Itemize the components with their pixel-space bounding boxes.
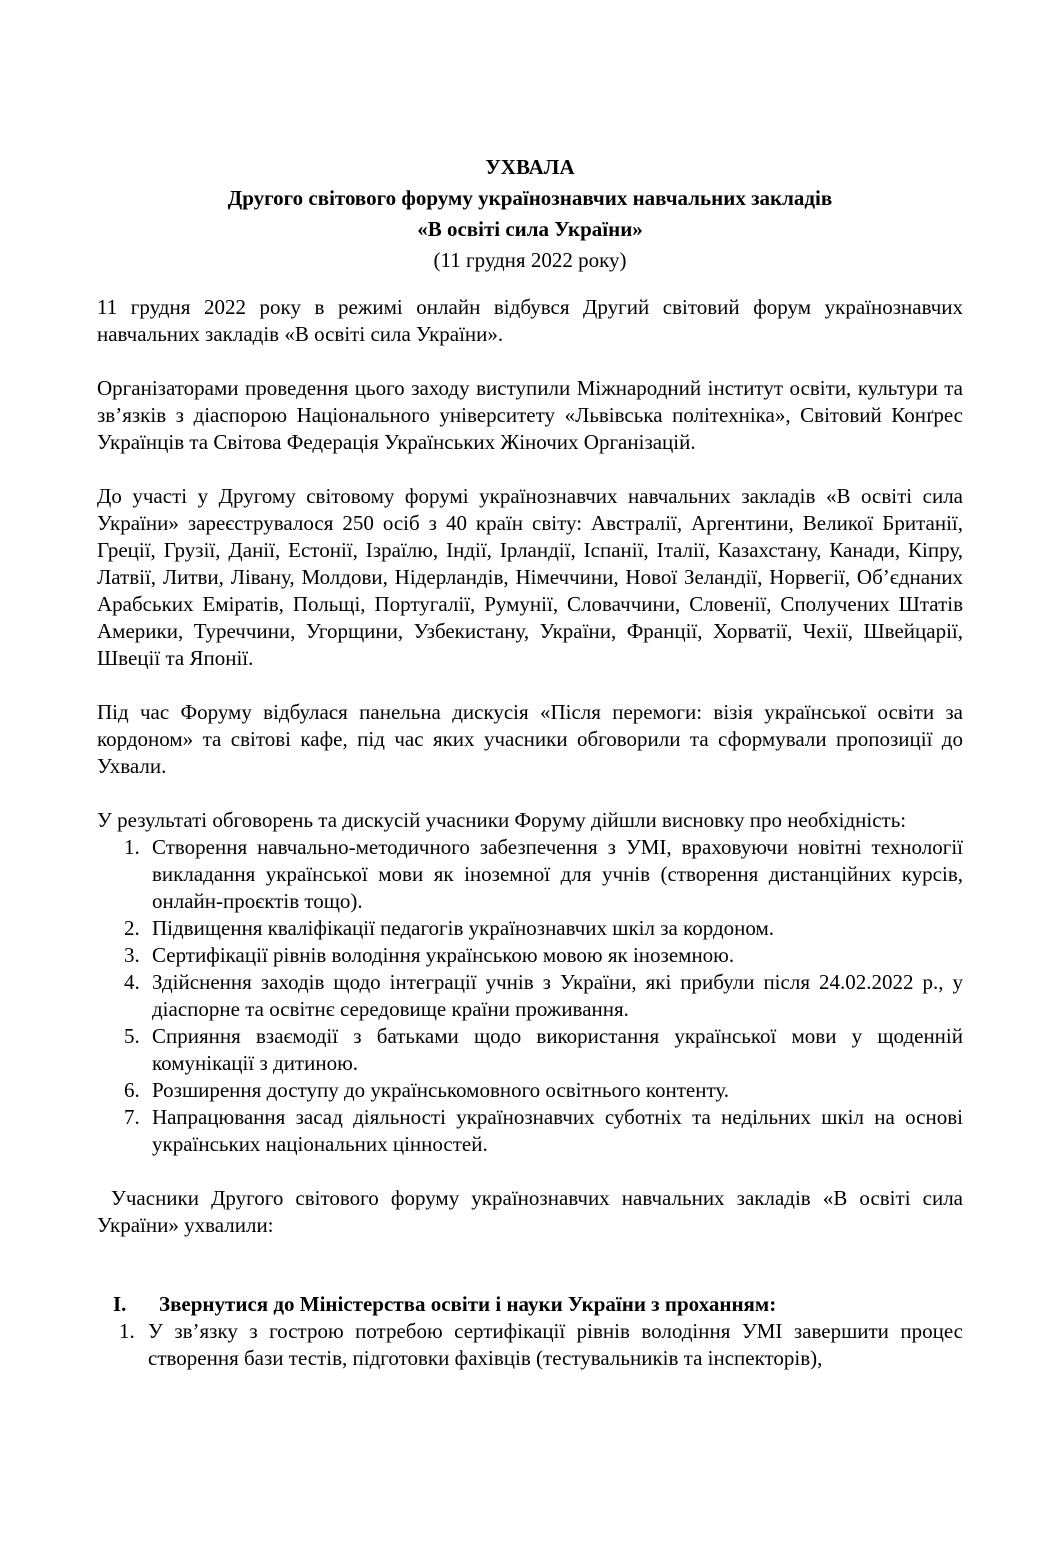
list-item-number: 1.: [119, 1319, 135, 1343]
list-item: [97, 969, 963, 1023]
list-item-text: Напрацювання засад діяльності українознавчих суботніх та недільних шкіл на основі українських національних цінностей.: [152, 1105, 963, 1156]
document-date: (11 грудня 2022 року): [433, 248, 627, 272]
list-item: [97, 942, 963, 969]
list-item-number: 6.: [124, 1078, 140, 1102]
list-item: [97, 1318, 963, 1372]
document-subtitle-line1: Другого світового форуму українознавчих навчальних закладів: [227, 186, 833, 210]
list-item-text: Сертифікації рівнів володіння українською мовою як іноземною.: [152, 943, 735, 967]
list-item-number: 5.: [124, 1024, 140, 1048]
list-item-text: У зв’язку з гострою потребою сертифікації рівнів володіння УМІ завершити процес створення бази тестів, підготовки фахівців (тестувальників та інспекторів),: [148, 1319, 963, 1370]
list-item-number: 2.: [124, 916, 140, 940]
list-item-text: Створення навчально-методичного забезпечення з УМІ, враховуючи новітні технології викладання української мови як іноземної для учнів (створення дистанційних курсів, онлайн-проєктів тощо).: [152, 835, 963, 913]
section-items-list: [97, 1318, 963, 1372]
list-item-text: Сприяння взаємодії з батьками щодо використання української мови у щоденній комунікації з дитиною.: [152, 1024, 963, 1075]
list-item-number: 7.: [124, 1105, 140, 1129]
list-item: [97, 915, 963, 942]
section-heading-text: Звернутися до Міністерства освіти і науки України з проханням:: [159, 1292, 777, 1316]
conclusions-list: [97, 834, 963, 1158]
paragraph-participants: До участі у Другому світовому форумі українознавчих навчальних закладів «В освіті сила України» зареєструвалося 250 осіб з 40 країн світу: Австралії, Аргентини, Великої Британії, Греції, Грузії, Данії, Естонії, Ізраїлю, Індії, Ірландії, Іспанії, Італії, Казахстану, Канади, Кіпру, Латвії, Литви, Лівану, Молдови, Нідерландів, Німеччини, Нової Зеландії, Норвегії, Об’єднаних Арабських Еміратів, Польщі, Португалії, Румунії, Словаччини, Словенії, Сполучених Штатів Америки, Туреччини, Угорщини, Узбекистану, України, Франції, Хорватії, Чехії, Швейцарії, Швеції та Японії.: [97, 484, 963, 670]
section-heading: [97, 1291, 963, 1318]
list-item: [97, 1023, 963, 1077]
title-block: [97, 152, 963, 276]
paragraph-organizers: Організаторами проведення цього заходу виступили Міжнародний інститут освіти, культури та зв’язків з діаспорою Національного університету «Львівська політехніка», Світовий Конґрес Українців та Світова Федерація Українських Жіночих Організацій.: [97, 376, 963, 454]
list-item-text: Здійснення заходів щодо інтеграції учнів з України, які прибули після 24.02.2022 р., у діаспорне та освітнє середовище країни проживання.: [152, 970, 963, 1021]
list-item-number: 3.: [124, 943, 140, 967]
list-item-text: Розширення доступу до українськомовного освітнього контенту.: [152, 1078, 730, 1102]
list-item-text: Підвищення кваліфікації педагогів українознавчих шкіл за кордоном.: [152, 916, 775, 940]
paragraph-event-intro: 11 грудня 2022 року в режимі онлайн відбувся Другий світовий форум українознавчих навчальних закладів «В освіті сила України».: [97, 295, 963, 346]
list-item-number: 4.: [124, 970, 140, 994]
paragraph-panel-discussion: Під час Форуму відбулася панельна дискусія «Після перемоги: візія української освіти за кордоном» та світові кафе, під час яких учасники обговорили та сформували пропозиції до Ухвали.: [97, 700, 963, 778]
paragraph-resolved-intro: Учасники Другого світового форуму українознавчих навчальних закладів «В освіті сила України» ухвалили:: [97, 1186, 963, 1237]
list-item: [97, 1077, 963, 1104]
list-item: [97, 834, 963, 915]
document-subtitle-line2: «В освіті сила України»: [417, 217, 643, 241]
list-item: [97, 1104, 963, 1158]
document-content: [97, 152, 963, 1372]
section-numeral: I.: [113, 1292, 127, 1316]
list-item-number: 1.: [124, 835, 140, 859]
paragraph-conclusions-intro: У результаті обговорень та дискусій учасники Форуму дійшли висновку про необхідність:: [97, 808, 907, 832]
document-title: УХВАЛА: [485, 155, 575, 179]
